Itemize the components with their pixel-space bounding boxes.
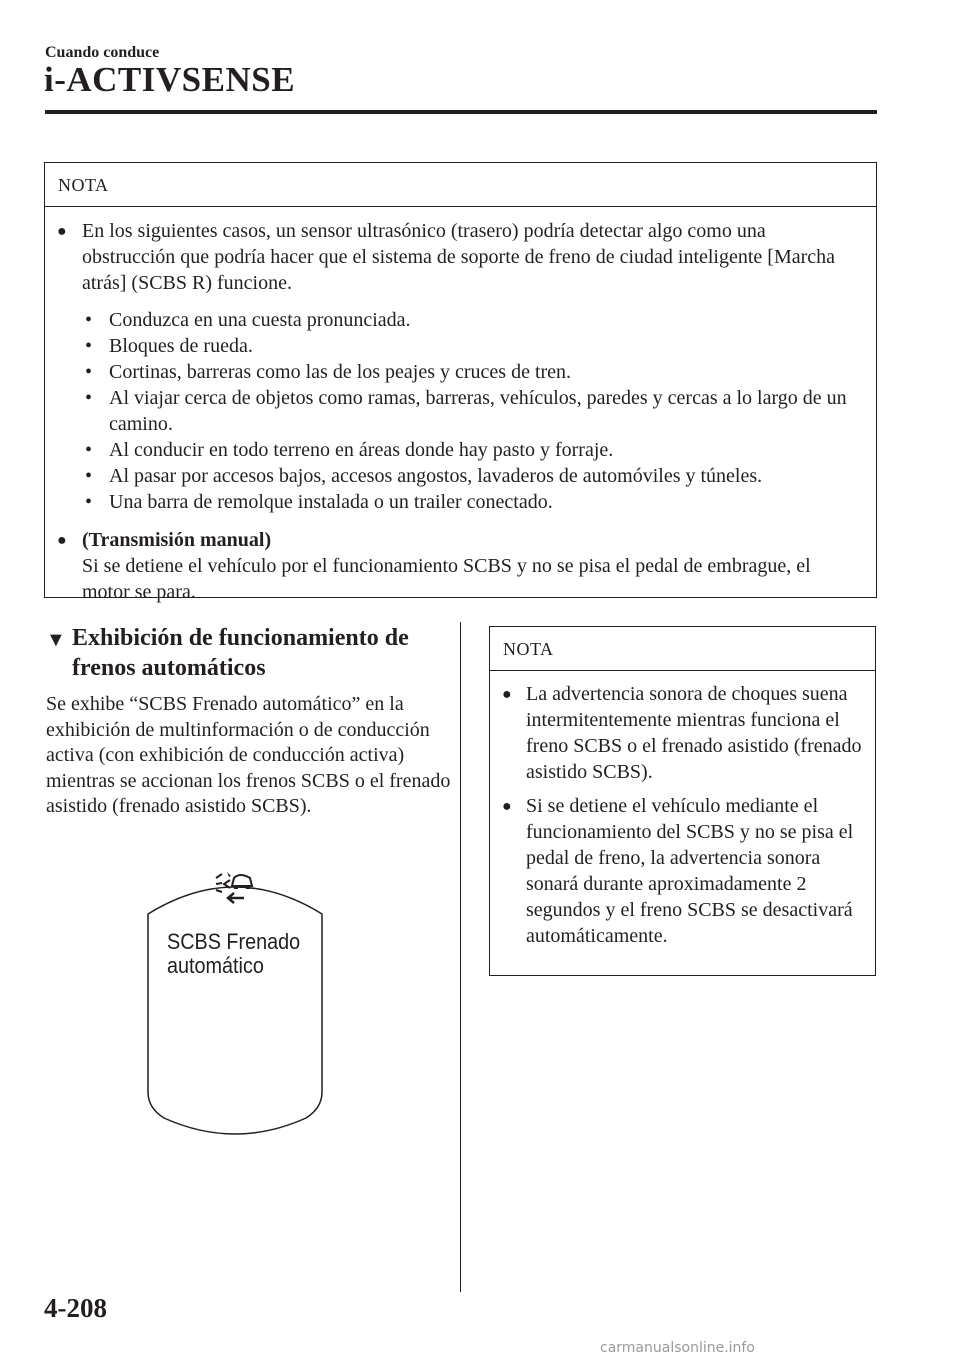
watermark: carmanualsonline.info: [600, 1340, 755, 1356]
bullet-icon: •: [85, 361, 93, 383]
list-item: • Cortinas, barreras como las de los peajes y cruces de tren.: [85, 361, 572, 383]
display-outline: [144, 868, 326, 1135]
list-item: • Al pasar por accesos bajos, accesos angostos, lavaderos de automóviles y túneles.: [85, 465, 763, 487]
bullet-icon: ●: [502, 798, 512, 815]
list-item: • Al conducir en todo terreno en áreas donde hay pasto y forraje.: [85, 439, 614, 461]
note-1-manual-item: [57, 527, 857, 605]
note-1-manual-title: (Transmisión manual): [82, 529, 272, 551]
note-1-intro-item: [57, 218, 857, 296]
multi-information-display: [144, 868, 326, 1135]
bullet-icon: •: [85, 439, 93, 461]
bullet-icon: ●: [502, 686, 512, 703]
bullet-icon: •: [85, 465, 93, 487]
section-heading: ▼ Exhibición de funcionamiento de frenos automáticos: [46, 625, 409, 681]
section-title: Cuando conduce: [45, 44, 160, 61]
list-item: • Conduzca en una cuesta pronunciada.: [85, 309, 411, 331]
note-2-title: NOTA: [490, 627, 875, 671]
list-item: • Bloques de rueda.: [85, 335, 253, 357]
header-rule: [45, 110, 877, 114]
note-1-sublist: [85, 307, 865, 515]
list-item: • Una barra de remolque instalada o un trailer conectado.: [85, 491, 553, 513]
note-1-intro: En los siguientes casos, un sensor ultrasónico (trasero) podría detectar algo como una obstrucción que podría hacer que el sistema de soporte de freno de ciudad inteligente [Marcha atrás] (SCBS R) funcione.: [82, 220, 836, 294]
bullet-icon: ●: [57, 223, 67, 240]
note-1-manual-text: Si se detiene el vehículo por el funcionamiento SCBS y no se pisa el pedal de embrague, el motor se para.: [82, 555, 811, 603]
note-box-1: [44, 162, 877, 603]
page-number: 4-208: [44, 1293, 107, 1323]
list-item: ● La advertencia sonora de choques suena intermitentemente mientras funciona el freno SCBS o el frenado asistido (frenado asistido SCBS).: [502, 683, 862, 783]
note-1-title: NOTA: [45, 163, 876, 207]
brake-warning-icon: [210, 868, 260, 908]
list-item: • Al viajar cerca de objetos como ramas, barreras, vehículos, paredes y cercas a lo largo de un camino.: [85, 387, 847, 435]
list-item: ● Si se detiene el vehículo mediante el funcionamiento del SCBS y no se pisa el pedal de freno, la advertencia sonora sonará durante aproximadamente 2 segundos y el freno SCBS se desactivará automáticamente.: [502, 795, 854, 947]
chapter-title: i-ACTIVSENSE: [44, 60, 296, 99]
triangle-down-icon: ▼: [46, 629, 66, 651]
bullet-icon: •: [85, 491, 93, 513]
bullet-icon: •: [85, 387, 93, 409]
section-body: Se exhibe “SCBS Frenado automático” en la exhibición de multinformación o de conducción activa (con exhibición de conducción activa) mientras se accionan los frenos SCBS o el frenado asistido (frenado asistido SCBS).: [46, 693, 451, 817]
column-divider: [460, 622, 461, 1292]
bullet-icon: •: [85, 309, 93, 331]
bullet-icon: •: [85, 335, 93, 357]
display-message: SCBS Frenado automático: [167, 929, 301, 978]
bullet-icon: ●: [57, 532, 67, 549]
note-box-2: [489, 626, 876, 976]
